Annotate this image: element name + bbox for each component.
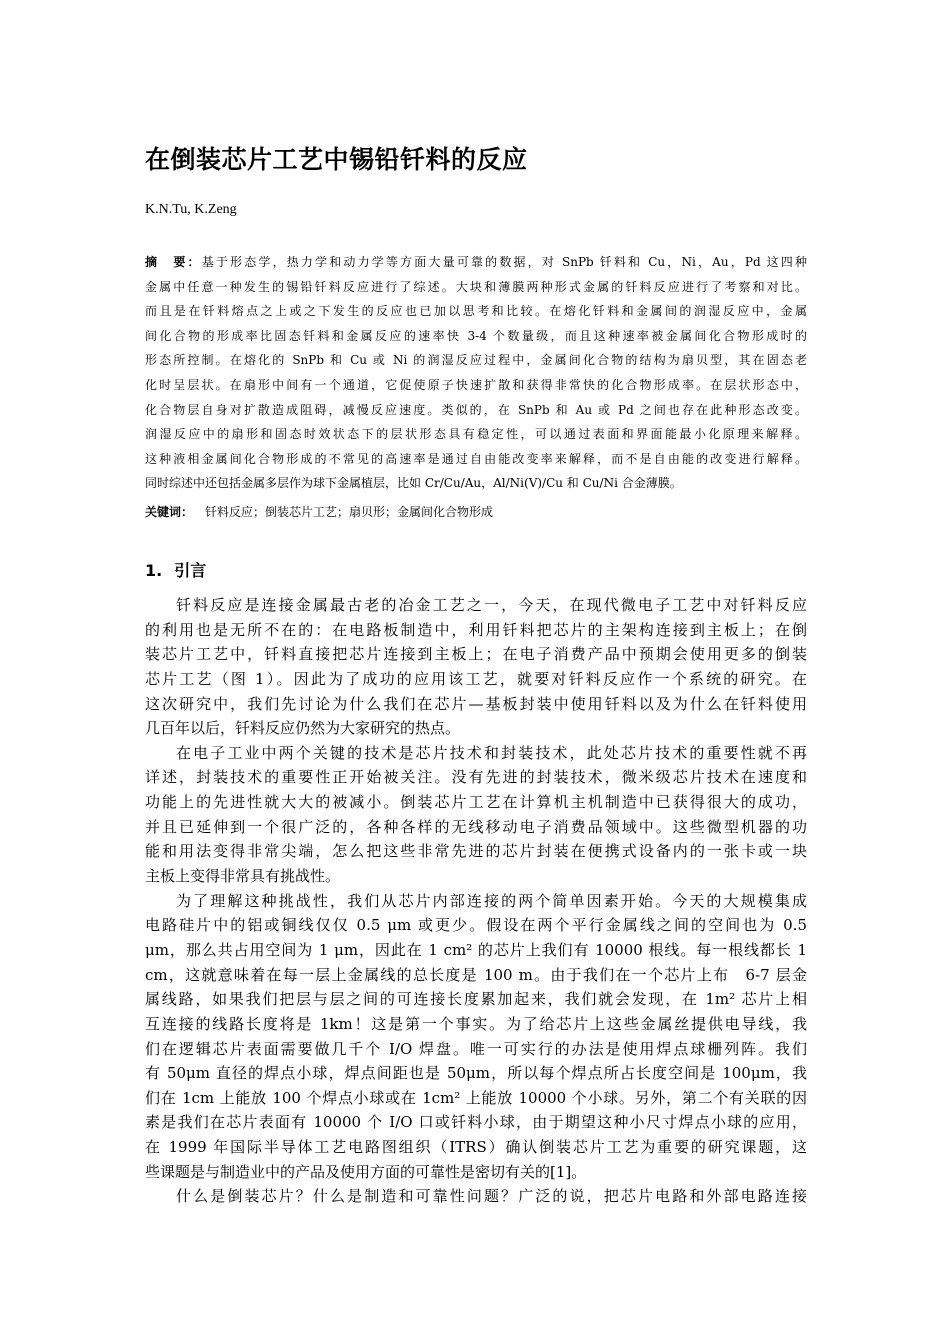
body-line: 功能上的先进性就大大的被减小。倒装芯片工艺在计算机主机制造中已获得很大的成功， [145,793,807,812]
body-line: 这次研究中，我们先讨论为什么我们在芯片—基板封装中使用钎料以及为什么在钎料使用 [145,694,807,713]
keywords-label: 关键词： [145,505,194,519]
body-line: 属线路，如果我们把层与层之间的可连接长度累加起来，我们就会发现，在 1m² 芯片上相 [145,990,807,1009]
body-text [145,593,807,1209]
body-line: 芯片工艺（图 1）。因此为了成功的应用该工艺，就要对钎料反应作一个系统的研究。在 [145,669,807,688]
body-line: 在电子工业中两个关键的技术是芯片技术和封装技术，此处芯片技术的重要性就不再 [176,743,807,762]
abstract-line: 摘 要：基于形态学，热力学和动力学等方面大量可靠的数据，对 SnPb 钎料和 Cu，Ni，Au，Pd 这四种 [145,255,807,269]
body-line: 们在逻辑芯片表面需要做几千个 I/O 焊盘。唯一可实行的办法是使用焊点球栅列阵。我们 [145,1039,807,1058]
body-line: 为了理解这种挑战性，我们从芯片内部连接的两个简单因素开始。今天的大规模集成 [176,891,807,910]
body-line: 互连接的线路长度将是 1km！这是第一个事实。为了给芯片上这些金属丝提供电导线，我 [145,1014,807,1033]
abstract-line: 化合物层自身对扩散造成阻碍，减慢反应速度。类似的，在 SnPb 和 Au 或 Pd 之间也存在此种形态改变。 [145,402,807,417]
body-line: 能和用法变得非常尖端，怎么把这些非常先进的芯片封装在便携式设备内的一张卡或一块 [145,842,807,861]
body-line: 们在 1cm 上能放 100 个焊点小球或在 1cm² 上能放 10000 个小球。另外，第二个有关联的因 [145,1088,807,1107]
abstract-label: 摘 要： [145,255,202,269]
body-line: 并且已延伸到一个很广泛的，各种各样的无线移动电子消费品领域中。这些微型机器的功 [145,817,807,836]
abstract-line: 间化合物的形成率比固态钎料和金属反应的速率快 3-4 个数量级，而且这种速率被金属间化合物形成时的 [145,328,807,343]
body-line: cm，这就意味着在每一层上金属线的总长度是 100 m。由于我们在一个芯片上布 6-7 层金 [145,965,807,984]
body-line: 装芯片工艺中，钎料直接把芯片连接到主板上；在电子消费产品中预期会使用更多的倒装 [145,645,807,664]
section-title: 引言 [174,561,207,580]
body-line: 主板上变得非常具有挑战性。 [145,867,341,886]
abstract [145,250,807,496]
body-line: 什么是倒装芯片？什么是制造和可靠性问题？广泛的说，把芯片电路和外部电路连接 [176,1187,807,1206]
keywords [145,500,493,524]
body-line: 的利用也是无所不在的：在电路板制造中，利用钎料把芯片的主架构连接到主板上；在倒 [145,620,807,639]
body-line: 有 50μm 直径的焊点小球，焊点间距也是 50μm，所以每个焊点所占长度空间是 100μm，我 [145,1064,807,1083]
body-line: 素是我们在芯片表面有 10000 个 I/O 口或钎料小球，由于期望这种小尺寸焊点小球的应用， [145,1113,807,1132]
abstract-line: 化时呈层状。在扇形中间有一个通道，它促使原子快速扩散和获得非常快的化合物形成率。在层状形态中， [145,377,807,392]
abstract-line: 金属中任意一种发生的锡铅钎料反应进行了综述。大块和薄膜两种形式金属的钎料反应进行了考察和对比。 [145,279,807,294]
paper-title: 在倒装芯片工艺中锡铅钎料的反应 [145,145,528,174]
keywords-text: 钎料反应；倒装芯片工艺；扇贝形；金属间化合物形成 [205,505,494,519]
section-heading [145,558,206,581]
abstract-line: 这种液相金属间化合物形成的不常见的高速率是通过自由能改变率来解释，而不是自由能的改变进行解释。 [145,451,807,466]
abstract-line: 而且是在钎料熔点之上或之下发生的反应也已加以思考和比较。在熔化钎料和金属间的润湿反应中，金属 [145,304,807,319]
body-line: μm，那么共占用空间为 1 μm，因此在 1 cm² 的芯片上我们有 10000 根线。每一根线都长 1 [145,940,807,959]
body-line: 钎料反应是连接金属最古老的冶金工艺之一，今天，在现代微电子工艺中对钎料反应 [176,596,807,614]
authors: K.N.Tu, K.Zeng [145,202,237,217]
abstract-line: 同时综述中还包括金属多层作为球下金属植层，比如 Cr/Cu/Au，Al/Ni(V)/Cu 和 Cu/Ni 合金薄膜。 [145,476,682,491]
body-line: 几百年以后，钎料反应仍然为大家研究的热点。 [145,719,461,738]
abstract-line: 润湿反应中的扇形和固态时效状态下的层状形态具有稳定性，可以通过表面和界面能最小化原理来解释。 [145,427,807,442]
body-line: 电路硅片中的铝或铜线仅仅 0.5 μm 或更少。假设在两个平行金属线之间的空间也为 0.5 [145,916,807,935]
abstract-line: 形态所控制。在熔化的 SnPb 和 Cu 或 Ni 的润湿反应过程中，金属间化合物的结构为扇贝型，其在固态老 [145,353,807,368]
body-line: 在 1999 年国际半导体工艺电路图组织（ITRS）确认倒装芯片工艺为重要的研究课题，这 [145,1138,807,1157]
section-number: 1. [145,561,163,580]
body-line: 详述，封装技术的重要性正开始被关注。没有先进的封装技术，微米级芯片技术在速度和 [145,768,807,787]
body-line: 些课题是与制造业中的产品及使用方面的可靠性是密切有关的[1]。 [145,1162,587,1181]
